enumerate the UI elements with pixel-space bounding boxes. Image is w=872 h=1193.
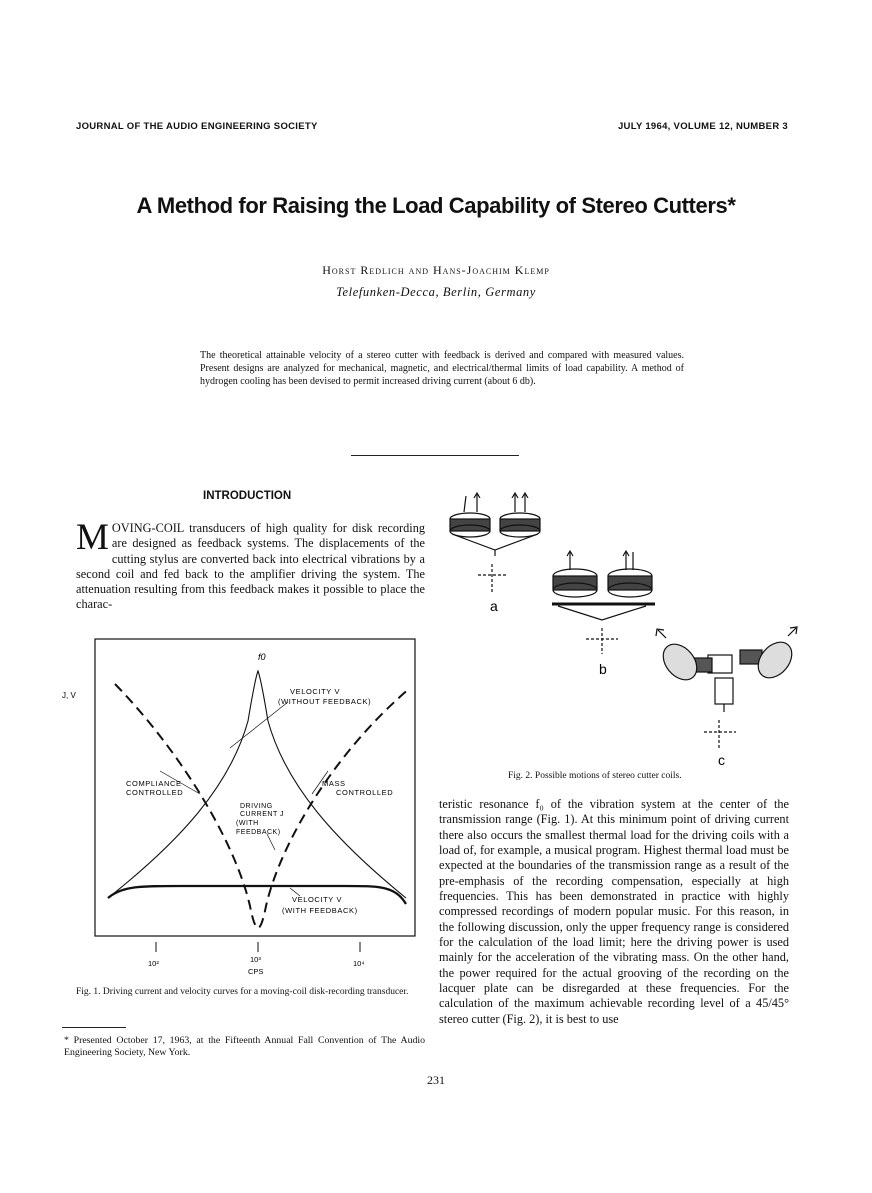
label-velocity-fb-1: VELOCITY V (292, 895, 343, 904)
label-driving-4: FEEDBACK) (236, 829, 281, 836)
label-compliance-1: COMPLIANCE (126, 779, 182, 788)
body-column-2: teristic resonance f₀ of the vibration system at the center of the transmission range (Fig. 1). At this minimum point of driving current there also occurs the smallest thermal load for the driving coils with a load of, for example, a musical program. Highest thermal load must be expected at the boundaries of the transmission range as a result of the pre-emphasis of the recording compensation, especially at high frequencies. This has been demonstrated in practice with highly compressed recordings of modern popular music. For this reason, in the following discussion, only the upper frequency range is considered for the calculation of the load limit; here the driving power is used mainly for the acceleration of the vibrating mass. On the other hand, the power required for the actual grooving of the recording on the lacquer plate can be disregarded at these frequencies. For the calculation of the maximum achievable recording level of a 45/45° stereo cutter (Fig. 2), it is best to use (439, 797, 789, 1026)
label-driving-1: DRIVING (240, 803, 273, 810)
curve-velocity-with-feedback (108, 886, 406, 904)
motion-diagram-c (656, 627, 799, 748)
fig1-peak-label: f0 (258, 652, 266, 662)
figure-2 (440, 490, 800, 770)
label-velocity-nofb-2: (WITHOUT FEEDBACK) (278, 697, 372, 706)
tick-2-label: 10³ (250, 955, 261, 964)
label-driving-3: (WITH (236, 820, 259, 827)
footnote-rule (62, 1027, 126, 1028)
drop-cap: M (76, 517, 109, 558)
label-compliance-2: CONTROLLED (126, 788, 184, 797)
tick-1-label: 10² (148, 959, 159, 968)
body-column-1 (76, 517, 425, 613)
label-b: b (599, 661, 607, 677)
footnote: * Presented October 17, 1963, at the Fifteenth Annual Fall Convention of The Audio Engineering Society, New York. (64, 1035, 425, 1059)
label-velocity-fb-2: (WITH FEEDBACK) (282, 906, 358, 915)
leader-velocity-nofb (230, 702, 288, 748)
label-c: c (718, 752, 725, 768)
affiliation: Telefunken-Decca, Berlin, Germany (336, 285, 536, 299)
paper-title: A Method for Raising the Load Capability of Stereo Cutters* (136, 193, 736, 218)
leader-driving (267, 834, 275, 850)
label-velocity-nofb-1: VELOCITY V (290, 687, 341, 696)
label-driving-2: CURRENT J (240, 811, 285, 818)
label-mass-2: CONTROLLED (336, 788, 394, 797)
label-a: a (490, 598, 498, 614)
figure-2-caption: Fig. 2. Possible motions of stereo cutter coils. (508, 771, 682, 781)
motion-diagram-a (450, 493, 540, 592)
label-mass-1: MASS (322, 779, 346, 788)
tick-3-label: 10⁴ (353, 959, 365, 968)
journal-header: JOURNAL OF THE AUDIO ENGINEERING SOCIETY (76, 121, 318, 132)
issue-header: JULY 1964, VOLUME 12, NUMBER 3 (617, 121, 788, 132)
authors: Horst Redlich and Hans-Joachim Klemp (322, 263, 550, 277)
xaxis-unit: CPS (248, 967, 264, 976)
fig1-ylabel: J, V (62, 691, 76, 700)
figure-1-caption: Fig. 1. Driving current and velocity curves for a moving-coil disk-recording transducer. (76, 987, 409, 997)
page-number: 231 (427, 1073, 445, 1087)
figure-1 (60, 636, 430, 981)
abstract: The theoretical attainable velocity of a stereo cutter with feedback is derived and compared with measured values. Present designs are analyzed for mechanical, magnetic, and electrical/thermal limits of load capability. A method of hydrogen cooling has been devised to permit increased driving current (about 6 db). (200, 350, 684, 388)
motion-diagram-b (552, 551, 655, 654)
body-text-1: OVING-COIL transducers of high quality for disk recording are designed as feedback systems. The displacements of the cutting stylus are converted back into electrical vibrations by a second coil and fed back to the amplifier driving the system. The attenuation resulting from this feedback makes it possible to place the charac- (76, 521, 425, 612)
separator-rule (351, 455, 519, 456)
section-heading: INTRODUCTION (203, 490, 292, 502)
